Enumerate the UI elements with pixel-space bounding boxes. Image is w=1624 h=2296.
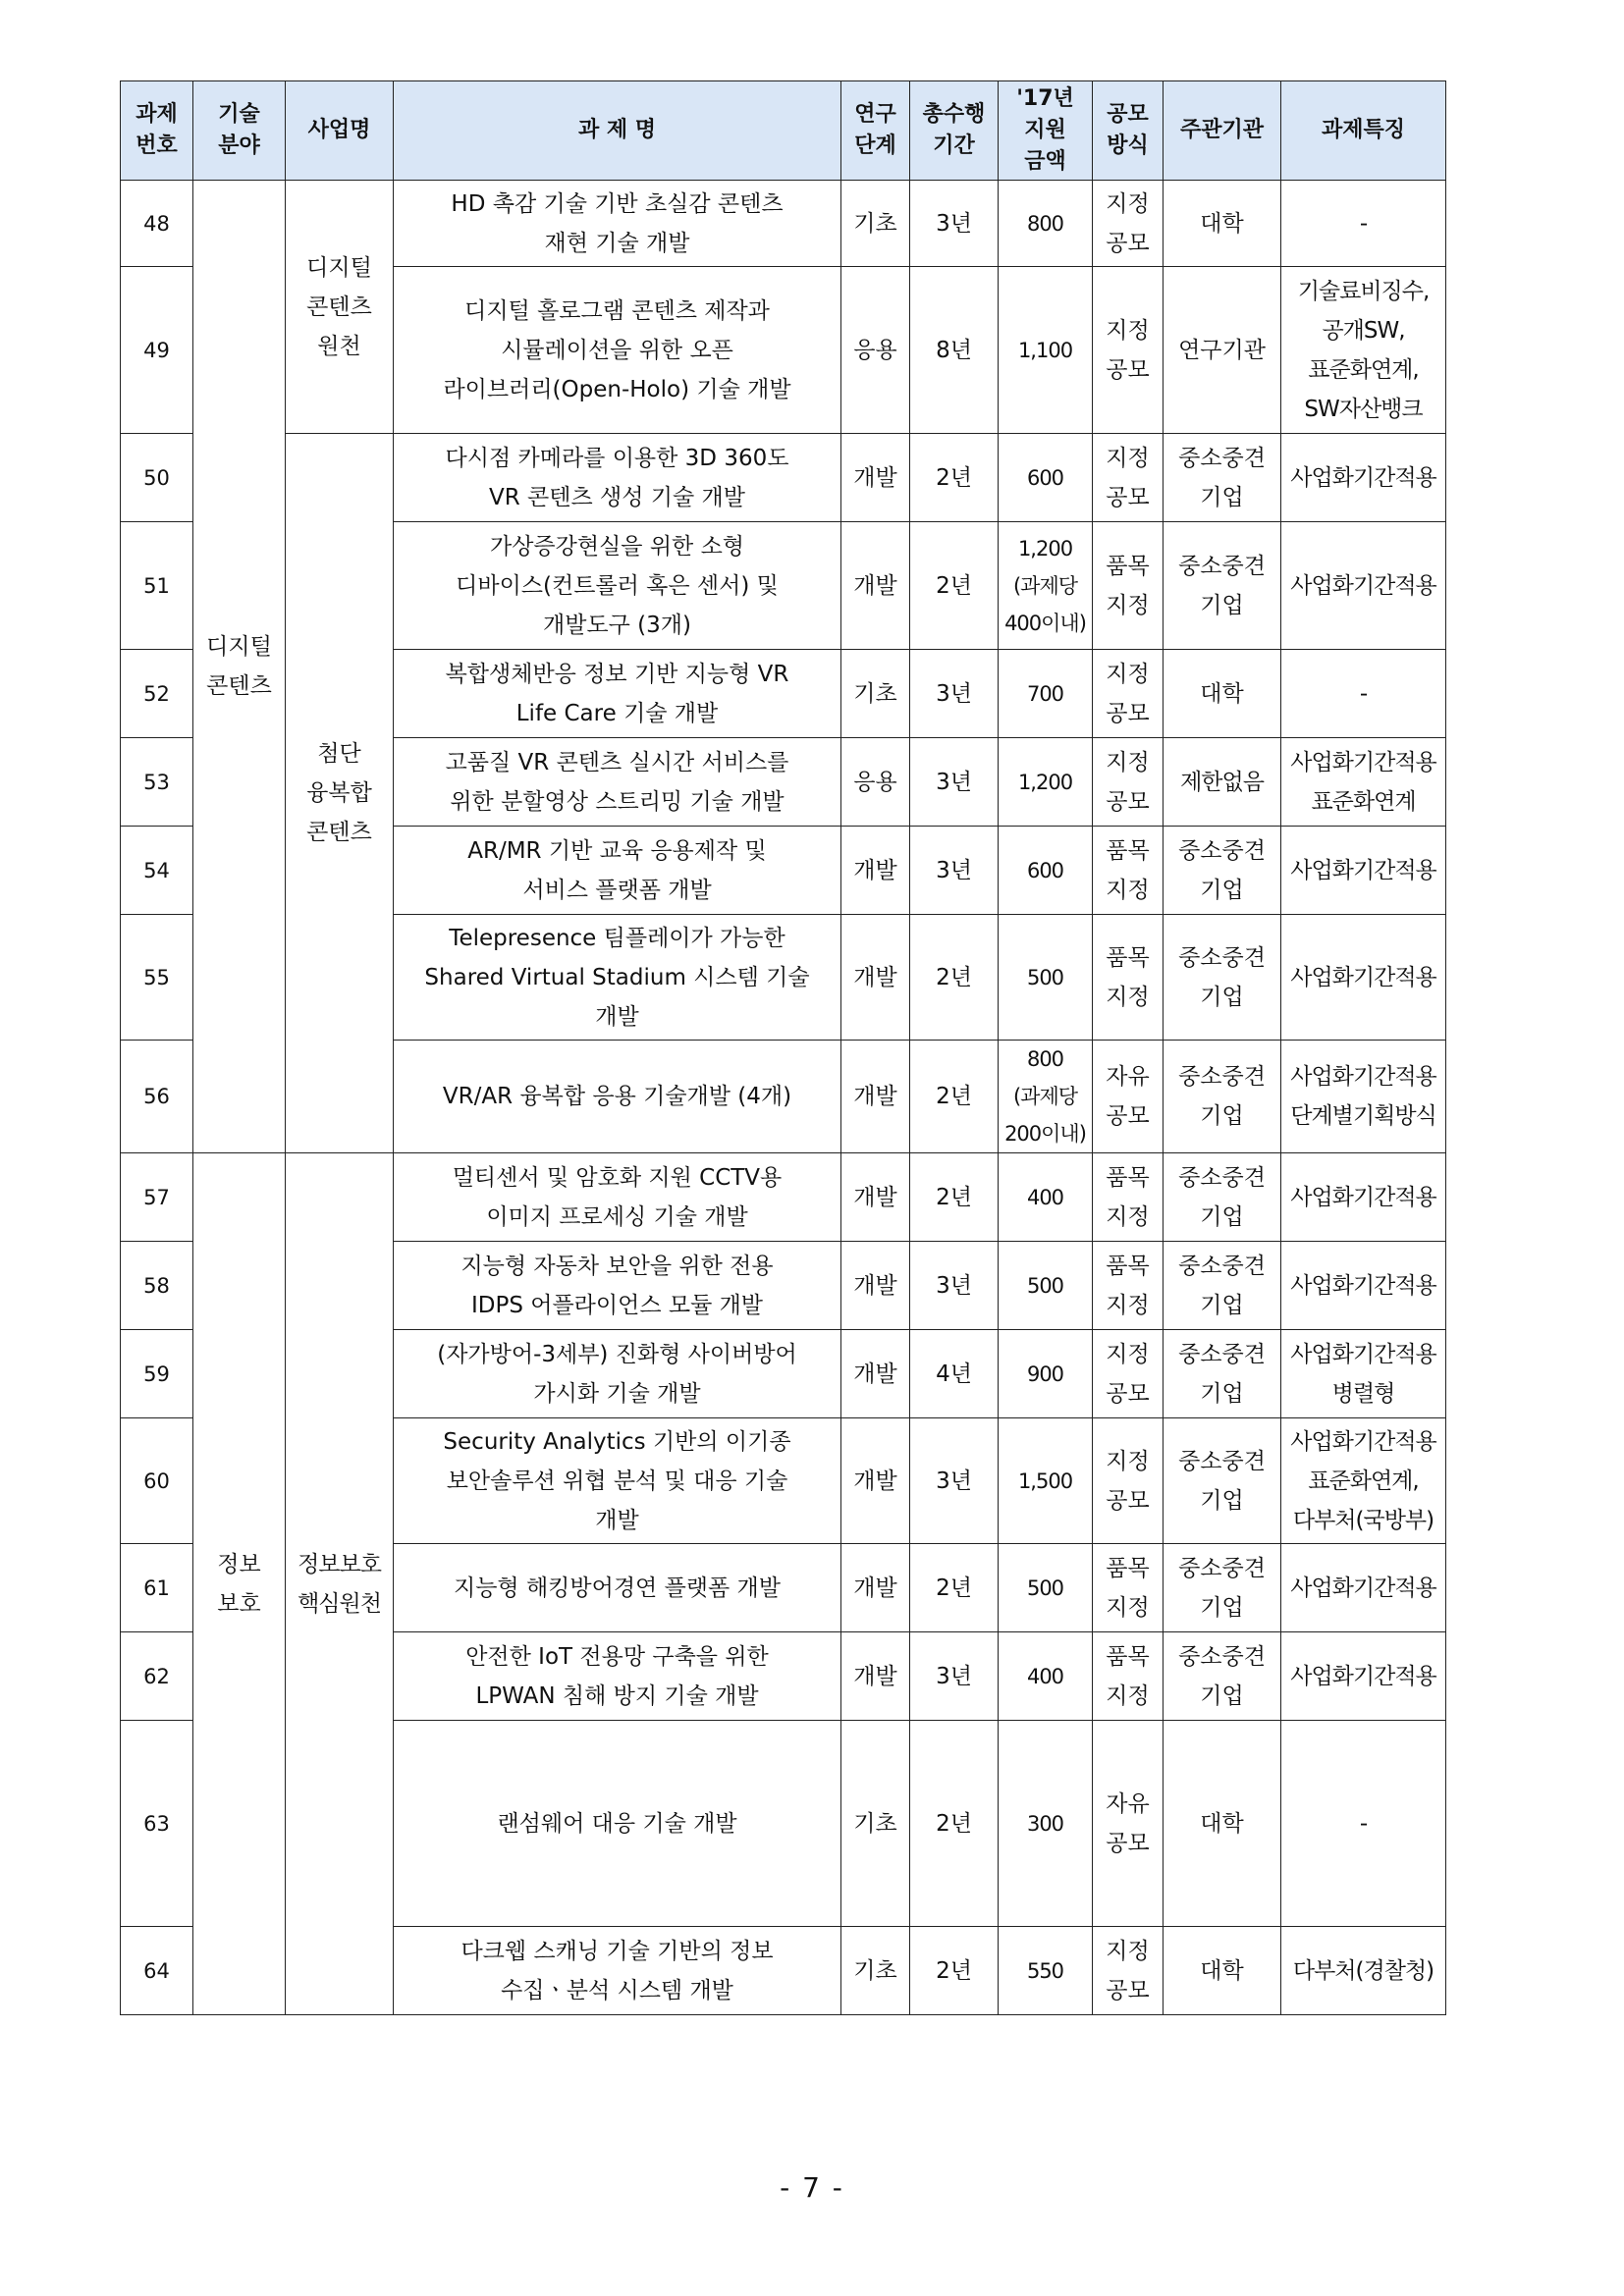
row-org: 중소중견 기업: [1164, 1418, 1281, 1544]
row-period: 3년: [910, 181, 999, 267]
row-method: 품목 지정: [1093, 827, 1164, 915]
header-title: 과 제 명: [394, 81, 841, 181]
row-period: 4년: [910, 1330, 999, 1418]
table-row: [121, 434, 1446, 522]
field-cell: 디지털 콘텐츠: [193, 181, 286, 1153]
header-field: 기술 분야: [193, 81, 286, 181]
header-stage: 연구 단계: [841, 81, 910, 181]
row-org: 대학: [1164, 650, 1281, 738]
row-no: 56: [121, 1041, 193, 1153]
row-no: 55: [121, 915, 193, 1041]
row-budget: 1,200: [999, 738, 1093, 827]
row-org: 대학: [1164, 1927, 1281, 2015]
header-org: 주관기관: [1164, 81, 1281, 181]
row-method: 자유 공모: [1093, 1041, 1164, 1153]
row-no: 63: [121, 1721, 193, 1927]
row-budget: 900: [999, 1330, 1093, 1418]
row-period: 3년: [910, 738, 999, 827]
program-cell: 첨단 융복합 콘텐츠: [286, 434, 394, 1153]
row-title: HD 촉감 기술 기반 초실감 콘텐츠 재현 기술 개발: [394, 181, 841, 267]
row-title: 복합생체반응 정보 기반 지능형 VR Life Care 기술 개발: [394, 650, 841, 738]
row-org: 대학: [1164, 1721, 1281, 1927]
row-title: 다시점 카메라를 이용한 3D 360도 VR 콘텐츠 생성 기술 개발: [394, 434, 841, 522]
row-title: Security Analytics 기반의 이기종 보안솔루션 위협 분석 및 대응 기술 개발: [394, 1418, 841, 1544]
field-cell: 정보 보호: [193, 1153, 286, 2015]
row-org: 중소중견 기업: [1164, 1632, 1281, 1721]
row-no: 53: [121, 738, 193, 827]
row-stage: 개발: [841, 1418, 910, 1544]
row-org: 중소중견 기업: [1164, 1242, 1281, 1330]
row-budget: 400: [999, 1153, 1093, 1242]
row-method: 품목 지정: [1093, 915, 1164, 1041]
row-feature: 사업화기간적용 표준화연계: [1281, 738, 1446, 827]
row-org: 중소중견 기업: [1164, 522, 1281, 650]
row-period: 8년: [910, 267, 999, 434]
row-method: 품목 지정: [1093, 1544, 1164, 1632]
row-stage: 개발: [841, 1330, 910, 1418]
row-title: 랜섬웨어 대응 기술 개발: [394, 1721, 841, 1927]
row-method: 품목 지정: [1093, 522, 1164, 650]
row-feature: 사업화기간적용: [1281, 434, 1446, 522]
project-table: [120, 80, 1446, 2015]
row-feature: -: [1281, 650, 1446, 738]
row-method: 자유 공모: [1093, 1721, 1164, 1927]
row-feature: 다부처(경찰청): [1281, 1927, 1446, 2015]
row-budget: 300: [999, 1721, 1093, 1927]
row-method: 품목 지정: [1093, 1242, 1164, 1330]
row-budget: 600: [999, 827, 1093, 915]
row-feature: 사업화기간적용: [1281, 1632, 1446, 1721]
row-org: 중소중견 기업: [1164, 915, 1281, 1041]
row-stage: 개발: [841, 915, 910, 1041]
row-feature: 사업화기간적용: [1281, 1544, 1446, 1632]
row-period: 3년: [910, 650, 999, 738]
row-stage: 개발: [841, 1632, 910, 1721]
row-period: 2년: [910, 434, 999, 522]
row-budget: 800 (과제당 200이내): [999, 1041, 1093, 1153]
row-method: 품목 지정: [1093, 1153, 1164, 1242]
row-no: 52: [121, 650, 193, 738]
row-stage: 개발: [841, 1242, 910, 1330]
row-method: 지정 공모: [1093, 1330, 1164, 1418]
row-org: 중소중견 기업: [1164, 1041, 1281, 1153]
row-method: 지정 공모: [1093, 181, 1164, 267]
row-method: 지정 공모: [1093, 1927, 1164, 2015]
row-period: 2년: [910, 915, 999, 1041]
table-row: [121, 1153, 1446, 1242]
row-no: 59: [121, 1330, 193, 1418]
row-period: 2년: [910, 1153, 999, 1242]
row-feature: 사업화기간적용: [1281, 827, 1446, 915]
row-budget: 500: [999, 915, 1093, 1041]
row-stage: 기초: [841, 1721, 910, 1927]
row-method: 지정 공모: [1093, 434, 1164, 522]
row-no: 61: [121, 1544, 193, 1632]
row-budget: 600: [999, 434, 1093, 522]
row-budget: 400: [999, 1632, 1093, 1721]
row-stage: 개발: [841, 1544, 910, 1632]
header-program: 사업명: [286, 81, 394, 181]
row-org: 제한없음: [1164, 738, 1281, 827]
row-feature: 사업화기간적용 표준화연계, 다부처(국방부): [1281, 1418, 1446, 1544]
row-org: 중소중견 기업: [1164, 1153, 1281, 1242]
row-stage: 개발: [841, 1041, 910, 1153]
row-org: 중소중견 기업: [1164, 434, 1281, 522]
table-row: [121, 181, 1446, 267]
row-stage: 응용: [841, 267, 910, 434]
row-no: 51: [121, 522, 193, 650]
row-method: 지정 공모: [1093, 738, 1164, 827]
row-budget: 700: [999, 650, 1093, 738]
page-number: - 7 -: [780, 2171, 844, 2204]
header-row: [121, 81, 1446, 181]
header-feature: 과제특징: [1281, 81, 1446, 181]
row-title: 지능형 자동차 보안을 위한 전용 IDPS 어플라이언스 모듈 개발: [394, 1242, 841, 1330]
row-org: 중소중견 기업: [1164, 1544, 1281, 1632]
row-method: 지정 공모: [1093, 267, 1164, 434]
row-org: 중소중견 기업: [1164, 827, 1281, 915]
header-method: 공모 방식: [1093, 81, 1164, 181]
row-org: 중소중견 기업: [1164, 1330, 1281, 1418]
header-no: 과제 번호: [121, 81, 193, 181]
row-budget: 500: [999, 1544, 1093, 1632]
row-feature: 사업화기간적용: [1281, 522, 1446, 650]
row-stage: 기초: [841, 650, 910, 738]
row-no: 49: [121, 267, 193, 434]
header-budget: '17년 지원 금액: [999, 81, 1093, 181]
row-title: 안전한 IoT 전용망 구축을 위한 LPWAN 침해 방지 기술 개발: [394, 1632, 841, 1721]
row-title: 지능형 해킹방어경연 플랫폼 개발: [394, 1544, 841, 1632]
row-no: 62: [121, 1632, 193, 1721]
row-feature: 사업화기간적용 단계별기획방식: [1281, 1041, 1446, 1153]
row-org: 대학: [1164, 181, 1281, 267]
row-no: 60: [121, 1418, 193, 1544]
row-budget: 1,500: [999, 1418, 1093, 1544]
row-no: 48: [121, 181, 193, 267]
row-period: 2년: [910, 522, 999, 650]
row-no: 54: [121, 827, 193, 915]
row-stage: 응용: [841, 738, 910, 827]
row-no: 58: [121, 1242, 193, 1330]
row-title: 고품질 VR 콘텐츠 실시간 서비스를 위한 분할영상 스트리밍 기술 개발: [394, 738, 841, 827]
program-cell: 정보보호 핵심원천: [286, 1153, 394, 2015]
row-feature: 사업화기간적용: [1281, 1153, 1446, 1242]
row-stage: 기초: [841, 1927, 910, 2015]
row-title: AR/MR 기반 교육 응용제작 및 서비스 플랫폼 개발: [394, 827, 841, 915]
row-budget: 800: [999, 181, 1093, 267]
row-budget: 550: [999, 1927, 1093, 2015]
row-feature: 사업화기간적용 병렬형: [1281, 1330, 1446, 1418]
row-title: 다크웹 스캐닝 기술 기반의 정보 수집ㆍ분석 시스템 개발: [394, 1927, 841, 2015]
row-period: 2년: [910, 1721, 999, 1927]
row-stage: 개발: [841, 522, 910, 650]
row-feature: -: [1281, 1721, 1446, 1927]
row-method: 품목 지정: [1093, 1632, 1164, 1721]
row-title: 멀티센서 및 암호화 지원 CCTV용 이미지 프로세싱 기술 개발: [394, 1153, 841, 1242]
row-feature: -: [1281, 181, 1446, 267]
row-period: 3년: [910, 827, 999, 915]
row-feature: 사업화기간적용: [1281, 915, 1446, 1041]
row-title: 가상증강현실을 위한 소형 디바이스(컨트롤러 혹은 센서) 및 개발도구 (3개): [394, 522, 841, 650]
program-cell: 디지털 콘텐츠 원천: [286, 181, 394, 434]
row-stage: 기초: [841, 181, 910, 267]
row-no: 57: [121, 1153, 193, 1242]
row-period: 2년: [910, 1927, 999, 2015]
row-feature: 사업화기간적용: [1281, 1242, 1446, 1330]
row-no: 50: [121, 434, 193, 522]
row-method: 지정 공모: [1093, 650, 1164, 738]
row-title: Telepresence 팀플레이가 가능한 Shared Virtual Stadium 시스템 기술 개발: [394, 915, 841, 1041]
row-budget: 1,100: [999, 267, 1093, 434]
row-stage: 개발: [841, 434, 910, 522]
row-period: 2년: [910, 1041, 999, 1153]
row-org: 연구기관: [1164, 267, 1281, 434]
row-feature: 기술료비징수, 공개SW, 표준화연계, SW자산뱅크: [1281, 267, 1446, 434]
row-period: 3년: [910, 1418, 999, 1544]
header-period: 총수행 기간: [910, 81, 999, 181]
row-method: 지정 공모: [1093, 1418, 1164, 1544]
row-no: 64: [121, 1927, 193, 2015]
row-stage: 개발: [841, 1153, 910, 1242]
row-title: (자가방어-3세부) 진화형 사이버방어 가시화 기술 개발: [394, 1330, 841, 1418]
row-stage: 개발: [841, 827, 910, 915]
row-budget: 1,200 (과제당 400이내): [999, 522, 1093, 650]
row-budget: 500: [999, 1242, 1093, 1330]
row-period: 2년: [910, 1544, 999, 1632]
row-period: 3년: [910, 1632, 999, 1721]
row-title: 디지털 홀로그램 콘텐츠 제작과 시뮬레이션을 위한 오픈 라이브러리(Open-Holo) 기술 개발: [394, 267, 841, 434]
row-title: VR/AR 융복합 응용 기술개발 (4개): [394, 1041, 841, 1153]
row-period: 3년: [910, 1242, 999, 1330]
